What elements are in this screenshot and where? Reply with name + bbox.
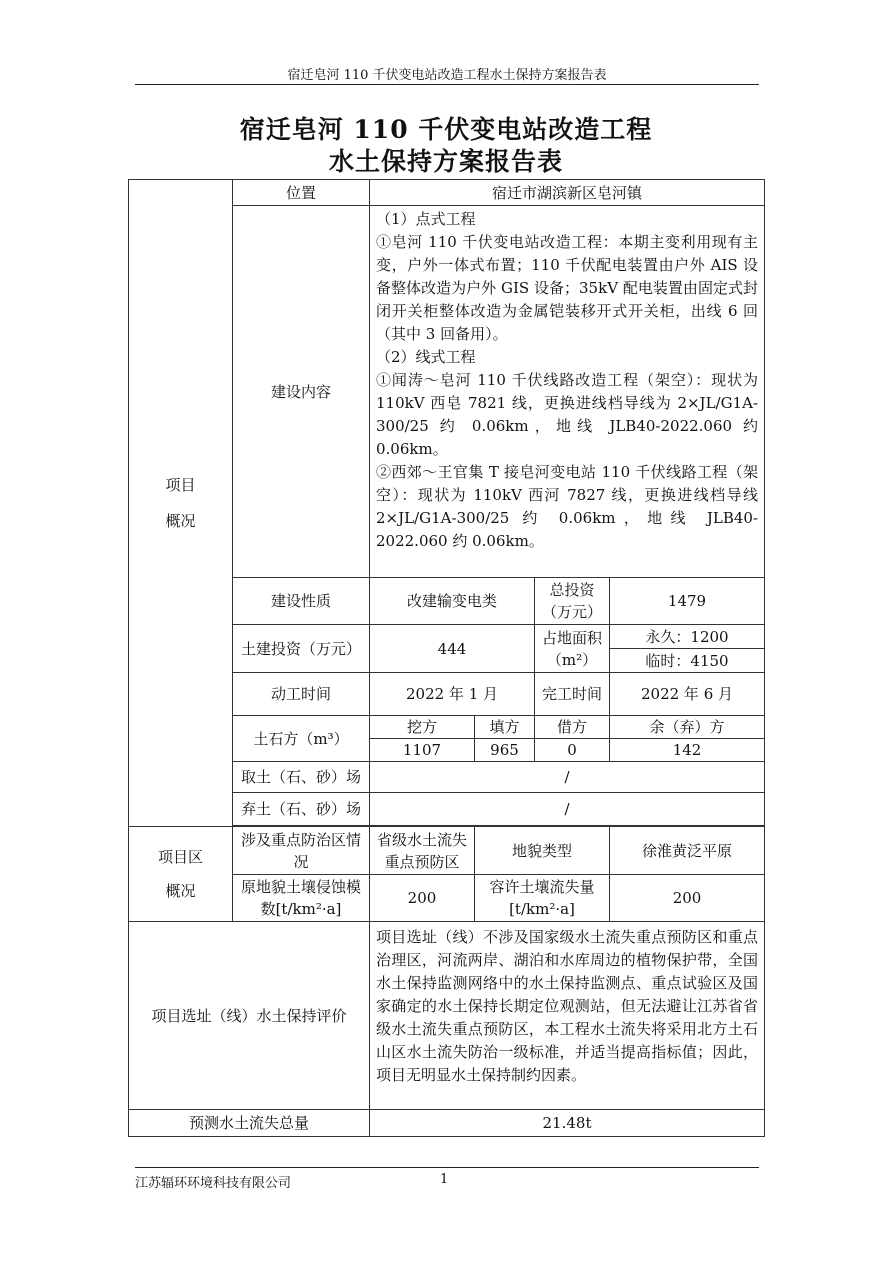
- landform-label: 地貌类型: [475, 827, 610, 875]
- project-overview-label: 项目 概况: [129, 180, 233, 827]
- document-title-line1: 宿迁皂河 110 千伏变电站改造工程: [239, 115, 653, 144]
- total-invest-label: 总投资（万元）: [535, 578, 610, 625]
- content-label: 建设内容: [233, 206, 370, 578]
- content-paragraph: （2）线式工程: [376, 348, 476, 366]
- landform-value: 徐淮黄泛平原: [610, 827, 765, 875]
- land-permanent: 永久：1200: [610, 625, 765, 649]
- borrow-site-value: /: [370, 762, 765, 793]
- location-label: 位置: [233, 180, 370, 206]
- earthwork-header-excavation: 挖方: [370, 716, 475, 739]
- row-key-zone: [129, 827, 765, 875]
- civil-invest-value: 444: [370, 625, 535, 673]
- running-header: 宿迁皂河 110 千伏变电站改造工程水土保持方案报告表: [287, 68, 607, 83]
- nature-value: 改建输变电类: [370, 578, 535, 625]
- row-evaluation: [129, 922, 765, 1110]
- earthwork-header-fill: 填方: [475, 716, 535, 739]
- row-total-loss: [129, 1110, 765, 1137]
- end-value: 2022 年 6 月: [610, 673, 765, 716]
- page-number: 1: [440, 1172, 449, 1187]
- start-label: 动工时间: [233, 673, 370, 716]
- nature-label: 建设性质: [233, 578, 370, 625]
- evaluation-label: 项目选址（线）水土保持评价: [129, 922, 370, 1110]
- document-title-line2: 水土保持方案报告表: [328, 147, 563, 176]
- key-zone-value: 省级水土流失重点预防区: [370, 827, 475, 875]
- earthwork-header-borrow: 借方: [535, 716, 610, 739]
- total-loss-value: 21.48t: [370, 1110, 765, 1137]
- land-area-label: 占地面积（m²）: [535, 625, 610, 673]
- content-paragraph: （1）点式工程: [376, 210, 476, 228]
- earthwork-value-fill: 965: [475, 739, 535, 762]
- total-loss-label: 预测水土流失总量: [129, 1110, 370, 1137]
- allowable-loss-value: 200: [610, 875, 765, 922]
- start-value: 2022 年 1 月: [370, 673, 535, 716]
- spoil-site-label: 弃土（石、砂）场: [233, 793, 370, 826]
- earthwork-value-excavation: 1107: [370, 739, 475, 762]
- footer-company: 江苏辐环环境科技有限公司: [135, 1176, 292, 1191]
- earthwork-header-surplus: 余（弃）方: [610, 716, 765, 739]
- earthwork-value-surplus: 142: [610, 739, 765, 762]
- location-value: 宿迁市湖滨新区皂河镇: [370, 180, 765, 206]
- project-area-label: 项目区 概况: [129, 827, 233, 922]
- civil-invest-label: 土建投资（万元）: [233, 625, 370, 673]
- content-paragraph: ①闻涛～皂河 110 千伏线路改造工程（架空）：现状为 110kV 西皂 7821 线，更换进线档导线为 2×JL/G1A-300/25 约 0.06km，地线 JLB40-2022.060 约 0.06km。: [376, 371, 759, 458]
- earthwork-label: 土石方（m³）: [233, 716, 370, 762]
- erosion-value: 200: [370, 875, 475, 922]
- spoil-site-value: /: [370, 793, 765, 826]
- evaluation-text: 项目选址（线）不涉及国家级水土流失重点预防区和重点治理区，河流两岸、湖泊和水库周边的植物保护带，全国水土保持监测网络中的水土保持监测点、重点试验区及国家确定的水土保持长期定位观测站，但无法避让江苏省省级水土流失重点预防区，本工程水土流失将采用北方土石山区水土流失防治一级标准，并适当提高指标值；因此，项目无明显水土保持制约因素。: [370, 922, 765, 1110]
- allowable-loss-label: 容许土壤流失量[t/km²·a]: [475, 875, 610, 922]
- content-paragraph: ②西郊～王官集 T 接皂河变电站 110 千伏线路工程（架空）：现状为 110kV 西河 7827 线，更换进线档导线 2×JL/G1A-300/25 约 0.06km，地线 JLB40-2022.060 约 0.06km。: [376, 463, 759, 550]
- content-value: [370, 206, 765, 578]
- row-location: [129, 180, 765, 206]
- end-label: 完工时间: [535, 673, 610, 716]
- land-temporary: 临时：4150: [610, 649, 765, 673]
- erosion-label: 原地貌土壤侵蚀模数[t/km²·a]: [233, 875, 370, 922]
- key-zone-label: 涉及重点防治区情况: [233, 827, 370, 875]
- total-invest-value: 1479: [610, 578, 765, 625]
- content-paragraph: ①皂河 110 千伏变电站改造工程：本期主变利用现有主变，户外一体式布置；110 千伏配电装置由户外 AIS 设备整体改造为户外 GIS 设备；35kV 配电装置由固定式封闭开关柜整体改造为金属铠装移开式开关柜，出线 6 回（其中 3 回备用）。: [376, 233, 759, 343]
- borrow-site-label: 取土（石、砂）场: [233, 762, 370, 793]
- report-table: [128, 179, 765, 1137]
- footer-rule: [135, 1167, 759, 1168]
- header-rule: [135, 84, 759, 85]
- earthwork-value-borrow: 0: [535, 739, 610, 762]
